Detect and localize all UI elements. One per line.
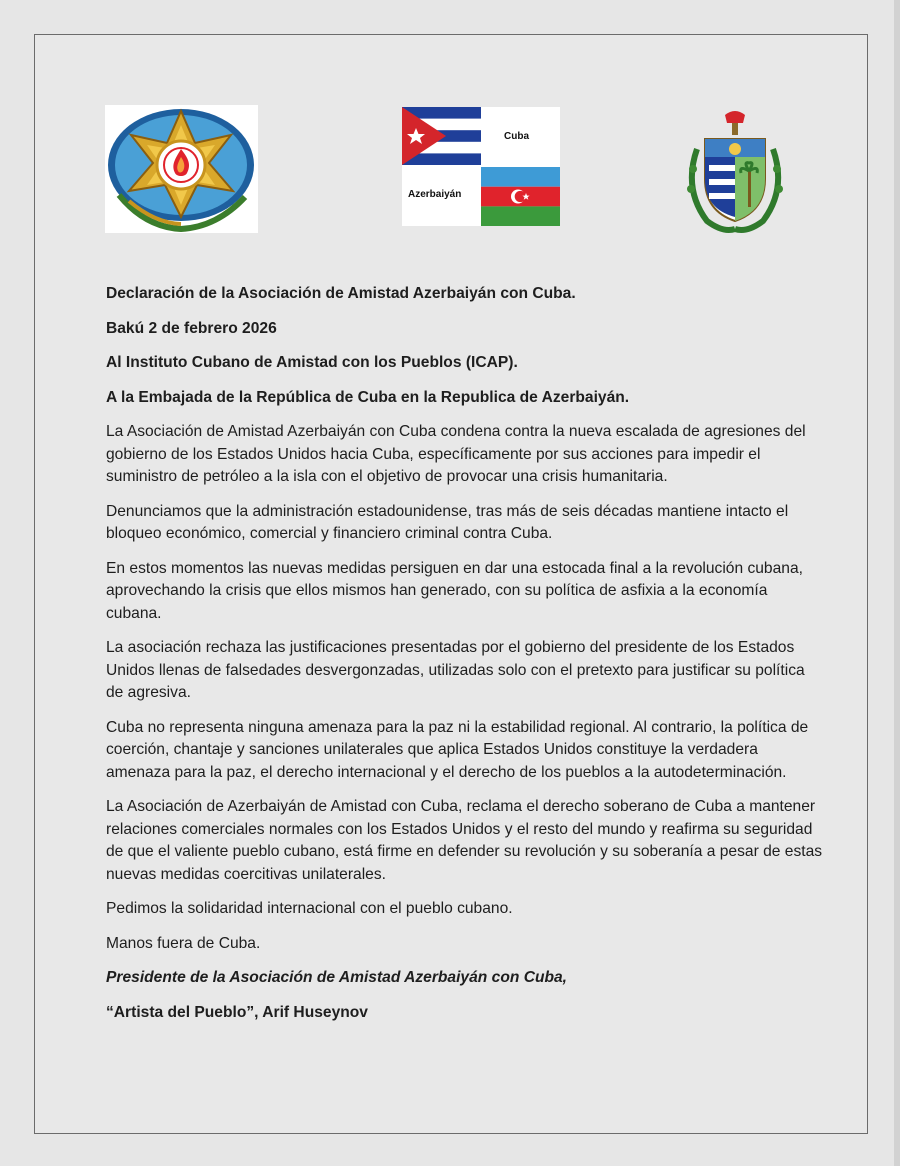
- cuba-flag-icon: [402, 107, 481, 165]
- paragraph-6: La Asociación de Azerbaiyán de Amistad con Cuba, reclama el derecho soberano de Cuba a mantener relaciones comerciales normales con los Estados Unidos y el resto del mundo y reafirma su seguridad de que el valiente pueblo cubano, está firme en defender su revolución y su soberanía a pesar de estas nuevas medidas coercitivas unilaterales.: [106, 798, 823, 883]
- date-line: Bakú 2 de febrero 2026: [106, 319, 277, 337]
- paragraph-1: La Asociación de Amistad Azerbaiyán con Cuba condena contra la nueva escalada de agresiones del gobierno de los Estados Unidos hacia Cuba, específicamente por sus acciones para impedir el suministro de petróleo a la isla con el objetivo de provocar una crisis humanitaria.: [106, 423, 806, 485]
- scrollbar-strip: [894, 0, 900, 1166]
- flags-cuba-azerbaijan: [402, 107, 560, 226]
- signature-title: Presidente de la Asociación de Amistad Azerbaiyán con Cuba,: [106, 969, 568, 986]
- paragraph-8: Manos fuera de Cuba.: [106, 934, 261, 952]
- declaration-text: [106, 283, 826, 1024]
- recipient-icap: Al Instituto Cubano de Amistad con los Pueblos (ICAP).: [106, 354, 518, 371]
- recipient-embassy: A la Embajada de la República de Cuba en la Republica de Azerbaiyán.: [106, 388, 630, 406]
- paragraph-3: En estos momentos las nuevas medidas persiguen en dar una estocada final a la revolución cubana, aprovechando la crisis que ellos mismos han generado, con su política de asfixia a la economía cubana.: [106, 559, 803, 622]
- paragraph-2: Denunciamos que la administración estadounidense, tras más de seis décadas mantiene intacto el bloqueo económico, comercial y financiero criminal contra Cuba.: [106, 502, 789, 542]
- azerbaijan-flag-icon: [481, 167, 560, 226]
- declaration-title: Declaración de la Asociación de Amistad Azerbaiyán con Cuba.: [106, 285, 576, 302]
- azerbaijan-flag-label: Azerbaiyán: [408, 189, 462, 200]
- document-page: [34, 34, 868, 1134]
- paragraph-5: Cuba no representa ninguna amenaza para la paz ni la estabilidad regional. Al contrario, la política de coerción, chantaje y sanciones unilaterales que aplica Estados Unidos constituye la verdadera amenaza para la paz, el derecho internacional y el derecho de los pueblos a la autodeterminación.: [106, 718, 809, 781]
- cuba-flag-label: Cuba: [504, 131, 529, 142]
- paragraph-4: La asociación rechaza las justificaciones presentadas por el gobierno del presidente de los Estados Unidos llenas de falsedades desvergonzadas, utilizadas solo con el pretexto para justificar su política de agresiva.: [106, 639, 805, 701]
- paragraph-7: Pedimos la solidaridad internacional con el pueblo cubano.: [106, 900, 513, 917]
- signature-name: “Artista del Pueblo”, Arif Huseynov: [106, 1003, 368, 1021]
- azerbaijan-emblem: [105, 105, 258, 233]
- cuba-coat-of-arms: [677, 109, 793, 235]
